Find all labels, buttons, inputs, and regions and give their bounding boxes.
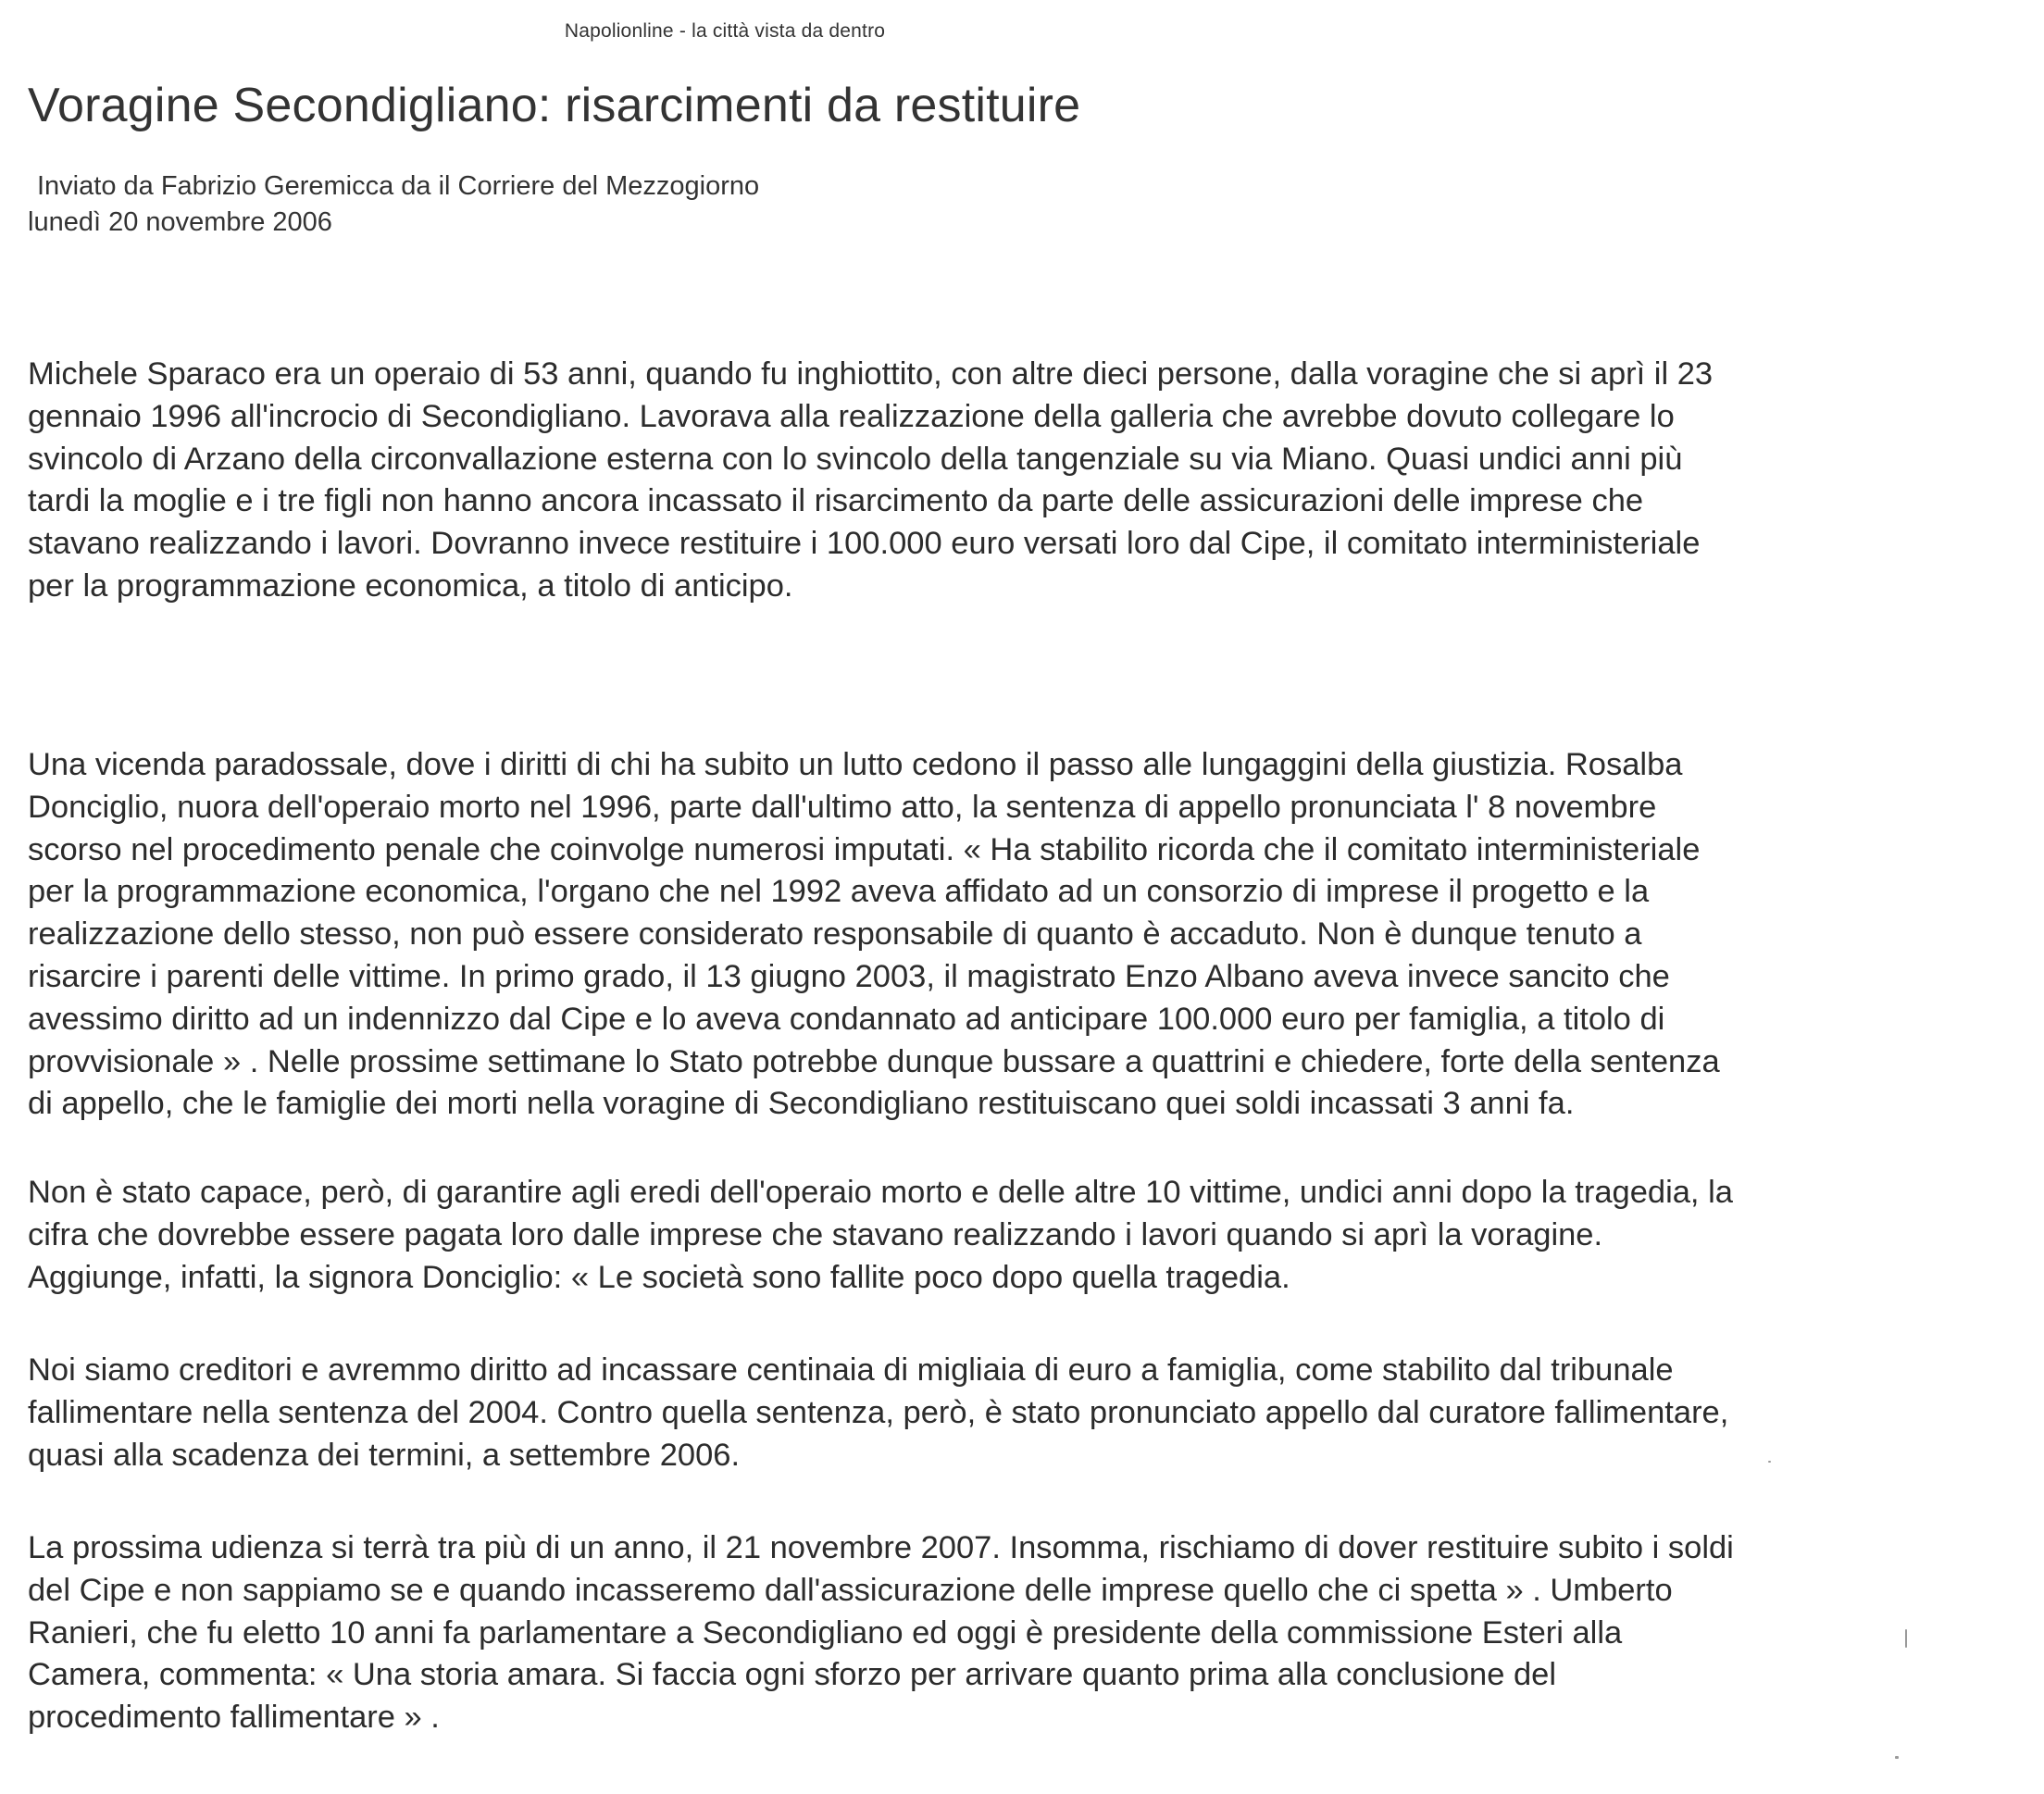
paragraph-line: svincolo di Arzano della circonvallazione esterna con lo svincolo della tangenziale su via Miano. Quasi undici anni più — [28, 441, 1683, 477]
scan-speck — [1895, 1756, 1899, 1759]
paragraph-5 — [28, 1527, 1734, 1739]
paragraph-line: fallimentare nella sentenza del 2004. Contro quella sentenza, però, è stato pronunciato appello dal curatore fallimentare, — [28, 1394, 1729, 1430]
paragraph-line: Una vicenda paradossale, dove i diritti di chi ha subito un lutto cedono il passo alle lungaggini della giustizia. Rosalba — [28, 747, 1683, 782]
byline — [28, 168, 759, 241]
article-title: Voragine Secondigliano: risarcimenti da restituire — [28, 79, 1081, 132]
paragraph-line: quasi alla scadenza dei termini, a settembre 2006. — [28, 1437, 741, 1473]
author-line: Inviato da Fabrizio Geremicca da il Corriere del Mezzogiorno — [37, 171, 760, 201]
paragraph-line: gennaio 1996 all'incrocio di Secondigliano. Lavorava alla realizzazione della galleria che avrebbe dovuto collegare lo — [28, 398, 1675, 434]
paragraph-3 — [28, 1172, 1733, 1299]
paragraph-line: Noi siamo creditori e avremmo diritto ad incassare centinaia di migliaia di euro a famiglia, come stabilito dal tribunale — [28, 1352, 1674, 1388]
paragraph-line: di appello, che le famiglie dei morti nella voragine di Secondigliano restituiscano quei soldi incassati 3 anni fa. — [28, 1086, 1575, 1122]
paragraph-line: risarcire i parenti delle vittime. In primo grado, il 13 giugno 2003, il magistrato Enzo Albano aveva invece sancito che — [28, 958, 1670, 994]
paragraph-line: Donciglio, nuora dell'operaio morto nel 1996, parte dall'ultimo atto, la sentenza di appello pronunciata l' 8 novembre — [28, 789, 1657, 825]
paragraph-line: Michele Sparaco era un operaio di 53 anni, quando fu inghiottito, con altre dieci persone, dalla voragine che si aprì il 23 — [28, 356, 1714, 392]
paragraph-line: avessimo diritto ad un indennizzo dal Cipe e lo aveva condannato ad anticipare 100.000 euro per famiglia, a titolo di — [28, 1001, 1665, 1037]
paragraph-1 — [28, 354, 2037, 608]
article-body — [28, 354, 2037, 1736]
paragraph-line: Non è stato capace, però, di garantire agli eredi dell'operaio morto e delle altre 10 vittime, undici anni dopo la tragedia, la — [28, 1175, 1733, 1210]
paragraph-line: realizzazione dello stesso, non può essere considerato responsabile di quanto è accaduto. Non è dunque tenuto a — [28, 916, 1642, 953]
paragraph-line: Ranieri, che fu eletto 10 anni fa parlamentare a Secondigliano ed oggi è presidente della commissione Esteri alla — [28, 1614, 1623, 1651]
paragraph-line: La prossima udienza si terrà tra più di un anno, il 21 novembre 2007. Insomma, rischiamo di dover restituire subito i soldi — [28, 1530, 1734, 1565]
paragraph-line: del Cipe e non sappiamo se e quando incasseremo dall'assicurazione delle imprese quello che ci spetta » . Umberto — [28, 1572, 1673, 1608]
paragraph-4 — [28, 1350, 1728, 1476]
paragraph-line: procedimento fallimentare » . — [28, 1700, 440, 1736]
scan-speck — [1768, 1461, 1771, 1463]
publication-date: lunedì 20 novembre 2006 — [28, 207, 332, 237]
paragraph-line: scorso nel procedimento penale che coinvolge numerosi imputati. « Ha stabilito ricorda che il comitato interministeriale — [28, 831, 1701, 867]
paragraph-line: Aggiunge, infatti, la signora Donciglio: « Le società sono fallite poco dopo quella tragedia. — [28, 1259, 1290, 1295]
site-header: Napolionline - la città vista da dentro — [564, 20, 886, 42]
scan-speck — [1905, 1629, 1907, 1648]
paragraph-line: per la programmazione economica, l'organo che nel 1992 aveva affidato ad un consorzio di imprese il progetto e la — [28, 874, 1650, 910]
paragraph-line: cifra che dovrebbe essere pagata loro dalle imprese che stavano realizzando i lavori quando si aprì la voragine. — [28, 1216, 1603, 1252]
paragraph-line: per la programmazione economica, a titolo di anticipo. — [28, 567, 793, 604]
paragraph-line: tardi la moglie e i tre figli non hanno ancora incassato il risarcimento da parte delle assicurazioni delle imprese che — [28, 483, 1644, 519]
paragraph-line: provvisionale » . Nelle prossime settimane lo Stato potrebbe dunque bussare a quattrini e chiedere, forte della sentenza — [28, 1043, 1720, 1079]
paragraph-line: stavano realizzando i lavori. Dovranno invece restituire i 100.000 euro versati loro dal Cipe, il comitato interministeriale — [28, 526, 1701, 562]
paragraph-line: Camera, commenta: « Una storia amara. Si faccia ogni sforzo per arrivare quanto prima alla conclusione del — [28, 1657, 1557, 1693]
paragraph-2 — [28, 744, 1720, 1126]
